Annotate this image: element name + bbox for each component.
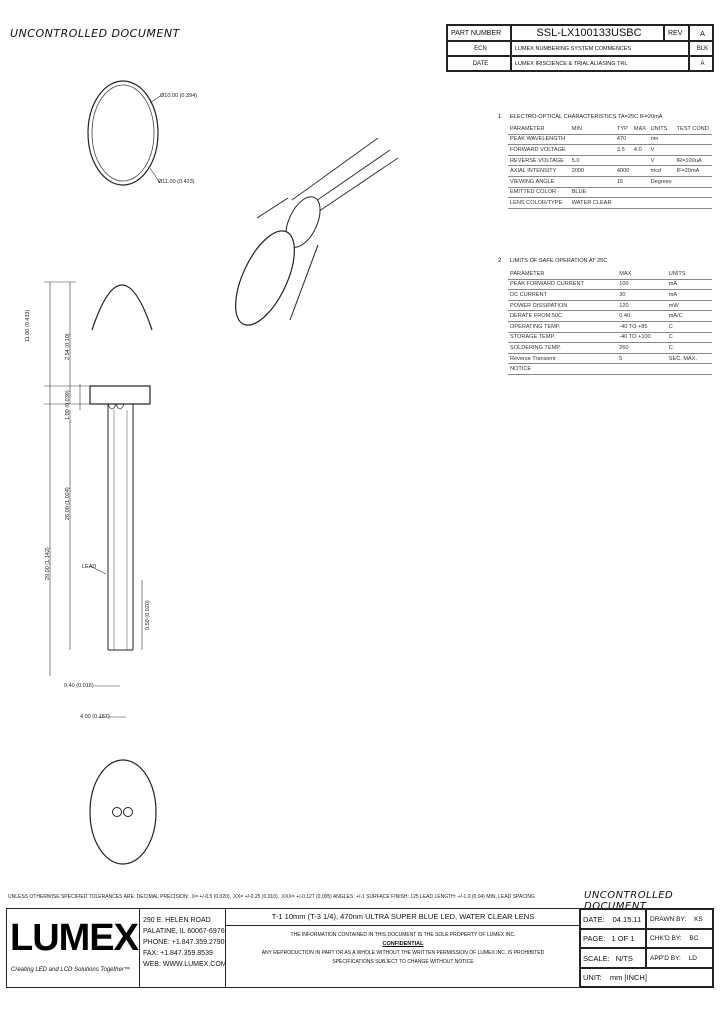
footer-title-block [6,908,714,988]
date-text: LUMEX IRISCIENCE & TRIAL ALIASING TRL [511,56,689,71]
table-cell [675,187,712,198]
phone: PHONE: +1.847.359.2790 [143,939,225,946]
table-cell: nm [649,134,675,145]
address-line-2: PALATINE, IL 60067-6976 [143,928,225,935]
col-header: PARAMETER [508,269,617,279]
confidential-line-4: SPECIFICATIONS SUBJECT TO CHANGE WITHOUT NOTICE [332,959,474,965]
table-cell: C [667,321,712,332]
ecn-label: ECN [447,41,511,56]
table-cell: V [649,145,675,156]
info-drawn: DRAWN BY: KS [646,909,713,929]
table-row [508,332,712,343]
table-cell [649,187,675,198]
date-label: DATE [447,56,511,71]
led-technical-drawing [0,60,440,880]
table-cell: mA [667,290,712,301]
ecn-text: LUMEX NUMBERING SYSTEM COMMENCES [511,41,689,56]
col-header: TEST COND [675,124,712,134]
table-cell: 0.40 [617,311,667,322]
blk-label: BLK [689,41,713,56]
dim-d3: 26.00 (1.024) [65,487,71,520]
info-unit: UNIT: mm [INCH] [579,968,713,987]
dim-d8: 0.40 (0.016) [64,683,94,689]
table-cell [632,176,649,187]
table-cell: SOLDERING TEMP. [508,343,617,354]
table-row [508,311,712,322]
info-checked: CHK'D BY: BC [646,929,713,948]
table-cell: 470 [615,134,632,145]
table-cell: 100 [617,279,667,290]
fax: FAX: +1.847.359.8539 [143,950,213,957]
table-cell: PEAK FORWARD CURRENT [508,279,617,290]
product-title: T-1 10mm (T-3 1/4), 470nm ULTRA SUPER BLUE LED, WATER CLEAR LENS [226,909,580,926]
table-cell: -40 TO +100 [617,332,667,343]
table-row [508,187,712,198]
info-approved: APP'D BY: LD [646,948,713,968]
table-cell: EMITTED COLOR [508,187,570,198]
info-page: PAGE: 1 OF 1 [579,929,646,948]
table-row [508,343,712,354]
table-cell: V [649,155,675,166]
table-row [508,155,712,166]
part-number-label: PART NUMBER [447,25,511,41]
table-row [508,166,712,177]
table-cell: 2000 [570,166,615,177]
table-cell: mA/C [667,311,712,322]
electro-optical-table [508,124,712,209]
table-cell: IR=100uA [675,155,712,166]
table-cell [632,166,649,177]
table-row [508,321,712,332]
table-cell [667,364,712,375]
table-cell [675,145,712,156]
table-cell: IF=20mA [675,166,712,177]
table-cell [632,187,649,198]
table-header-row [508,269,712,279]
col-header: PARAMETER [508,124,570,134]
table-cell: 30 [617,290,667,301]
dim-ref: 4.00 (0.157) [80,714,110,720]
confidential-line-2: CONFIDENTIAL [382,941,424,947]
table-cell: PEAK WAVELENGTH [508,134,570,145]
table-row [508,290,712,301]
table-cell [570,145,615,156]
flange [90,386,150,404]
dim-dia2: Ø11.00 (0.433) [158,179,195,185]
table-row [508,364,712,375]
col-header: TYP [615,124,632,134]
table-cell: 4.0 [632,145,649,156]
col-header: MAX [617,269,667,279]
col-header: MAX [632,124,649,134]
table-cell: DERATE FROM 50C [508,311,617,322]
table-cell: DC CURRENT [508,290,617,301]
table-cell: WATER CLEAR [570,198,615,209]
table-cell: 4000 [615,166,632,177]
col-header: UNITS [649,124,675,134]
table-cell: 5 [617,353,667,364]
uncontrolled-label-bottom: UNCONTROLLED DOCUMENT [584,890,674,912]
address-line-1: 290 E. HELEN ROAD [143,917,211,924]
dome-outline [92,285,152,330]
rev-value: A [689,25,713,41]
tolerance-note: UNLESS OTHERWISE SPECIFIED TOLERANCES ARE: DECIMAL PRECISION: .X= +/-0.5 (0.020), .XX= +/-0.25 (0.010), .XXX= +/-0.127 (0.005) ANGLES: +/-1 SURFACE FINISH: 125 LEAD LENGTH: +/-1.0 (0.04) MIN. LEAD SPACING [8,894,535,900]
table-cell: REVERSE VOLTAGE [508,155,570,166]
col-header: UNITS [667,269,712,279]
a-value: A [689,56,713,71]
table-row [508,279,712,290]
title-block-header [446,24,714,72]
table-cell: 15 [615,176,632,187]
table-row [508,300,712,311]
table-cell [615,187,632,198]
table-cell: C [667,343,712,354]
table-cell: FORWARD VOLTAGE [508,145,570,156]
part-number-value: SSL-LX100133USBC [511,25,664,41]
table-cell [632,155,649,166]
top-view-inner [92,85,154,181]
section1-marker: 1 [498,114,502,120]
table-cell: POWER DISSIPATION [508,300,617,311]
rev-label: REV [664,25,689,41]
table-cell: 120 [617,300,667,311]
led-3d-view [224,138,398,334]
lumex-logo: LUMEX [10,917,138,959]
table-cell: NOTICE [508,364,617,375]
table-cell [570,134,615,145]
table-cell: STORAGE TEMP. [508,332,617,343]
table-header-row [508,124,712,134]
table-cell: Degrees [649,176,675,187]
table-cell: 260 [617,343,667,354]
table-row [508,176,712,187]
table-cell [632,134,649,145]
table-cell [615,155,632,166]
table-cell: OPERATING TEMP. [508,321,617,332]
dim-d4: 29.00 (1.142) [45,547,51,580]
pin-2 [124,808,133,817]
table-cell: SEC. MAX. [667,353,712,364]
confidential-line-3: ANY REPRODUCTION IN PART OR AS A WHOLE WITHOUT THE WRITTEN PERMISSION OF LUMEX INC. IS PROHIBITED [261,950,545,956]
table-cell: mcd [649,166,675,177]
table-cell [675,176,712,187]
section2-title: LIMITS OF SAFE OPERATION AT 25C [510,258,608,264]
table-cell: C [667,332,712,343]
logo-area [7,909,140,987]
dim-d5: 2.54 (0.10) [65,333,71,360]
title-area [225,909,581,987]
table-cell [632,198,649,209]
table-cell [675,198,712,209]
uncontrolled-label-top: UNCONTROLLED DOCUMENT [10,27,180,40]
table-cell: -40 TO +85 [617,321,667,332]
col-header: MIN [570,124,615,134]
table-cell: LENS COLOR/TYPE [508,198,570,209]
info-date: DATE: 04.15.11 [579,909,646,929]
table-cell: mW [667,300,712,311]
section1-title: ELECTRO-OPTICAL CHARACTERISTICS TA=25C IF=20mA [510,114,663,120]
table-row [508,145,712,156]
section2-marker: 2 [498,258,502,264]
table-cell: BLUE [570,187,615,198]
top-view-outer [88,81,158,185]
pin-1 [113,808,122,817]
table-cell [649,198,675,209]
table-cell [617,364,667,375]
table-row [508,134,712,145]
company-address [143,915,227,970]
table-cell: Reverse Transient [508,353,617,364]
lead-label: LEAD [82,564,97,570]
table-cell: 5.0 [570,155,615,166]
info-scale: SCALE: N/TS [579,948,646,968]
dim-d6: 1.00 (0.039) [65,390,71,420]
dim-dia1: Ø10.00 (0.394) [160,93,197,99]
confidential-line-1: THE INFORMATION CONTAINED IN THIS DOCUMENT IS THE SOLE PROPERTY OF LUMEX INC. [290,932,516,938]
table-cell: 3.5 [615,145,632,156]
dim-d7: 0.50 (0.020) [145,600,151,630]
website: WEB: WWW.LUMEX.COM [143,961,227,968]
safe-operation-table [508,269,712,375]
table-cell [615,198,632,209]
table-cell: VIEWING ANGLE [508,176,570,187]
table-cell [570,176,615,187]
table-cell: mA [667,279,712,290]
dim-d2: 11.00 (0.433) [25,309,31,342]
table-row [508,353,712,364]
table-row [508,198,712,209]
table-cell: AXIAL INTENSITY [508,166,570,177]
tagline: Creating LED and LCD Solutions Together™ [11,967,130,973]
table-cell [675,134,712,145]
